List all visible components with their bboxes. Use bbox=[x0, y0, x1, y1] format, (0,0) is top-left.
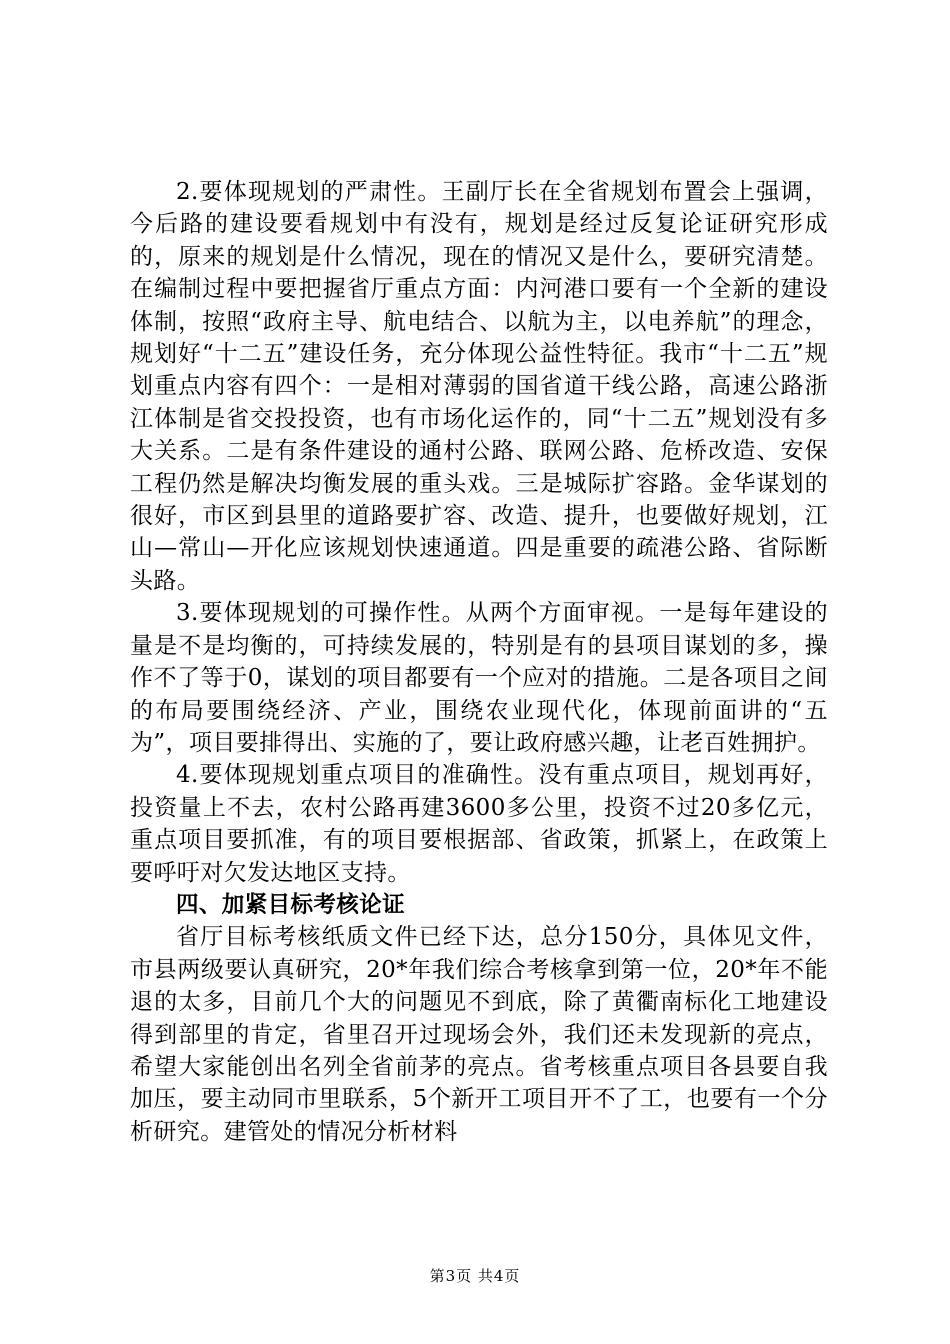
page-footer: 第3页 共4页 bbox=[429, 1267, 521, 1285]
paragraph-operability: 3.要体现规划的可操作性。从两个方面审视。一是每年建设的量是不是均衡的，可持续发展的，特别是有的县项目谋划的多，操作不了等于0，谋划的项目都要有一个应对的措施。二是各项目之间的布局要围绕经济、产业，围绕农业现代化，体现前面讲的“五为”，项目要排得出、实施的了，要让政府感兴趣，让老百姓拥护。 bbox=[130, 600, 828, 756]
paragraph-seriousness: 2.要体现规划的严肃性。王副厅长在全省规划布置会上强调，今后路的建设要看规划中有没有，规划是经过反复论证研究形成的，原来的规划是什么情况，现在的情况又是什么，要研究清楚。在编制过程中要把握省厅重点方面：内河港口要有一个全新的建设体制，按照“政府主导、航电结合、以航为主，以电养航”的理念，规划好“十二五”建设任务，充分体现公益性特征。我市“十二五”规划重点内容有四个：一是相对薄弱的国省道干线公路，高速公路浙江体制是省交投投资，也有市场化运作的，同“十二五”规划没有多大关系。二是有条件建设的通村公路、联网公路、危桥改造、安保工程仍然是解决均衡发展的重头戏。三是城际扩容路。金华谋划的很好，市区到县里的道路要扩容、改造、提升，也要做好规划，江山—常山—开化应该规划快速通道。四是重要的疏港公路、省际断头路。 bbox=[130, 179, 828, 594]
document-body bbox=[130, 176, 828, 1148]
paragraph-accuracy: 4.要体现规划重点项目的准确性。没有重点项目，规划再好，投资量上不去，农村公路再建3600多公里，投资不过20多亿元，重点项目要抓准，有的项目要根据部、省政策，抓紧上，在政策上要呼吁对欠发达地区支持。 bbox=[130, 762, 828, 886]
section-heading: 四、加紧目标考核论证 bbox=[176, 891, 406, 918]
paragraph-assessment: 省厅目标考核纸质文件已经下达，总分150分，具体见文件，市县两级要认真研究，20*年我们综合考核拿到第一位，20*年不能退的太多，目前几个大的问题见不到底，除了黄衢南标化工地建设得到部里的肯定，省里召开过现场会外，我们还未发现新的亮点，希望大家能创出名列全省前茅的亮点。省考核重点项目各县要自我加压，要主动同市里联系，5个新开工项目开不了工，也要有一个分析研究。建管处的情况分析材料 bbox=[130, 924, 828, 1145]
